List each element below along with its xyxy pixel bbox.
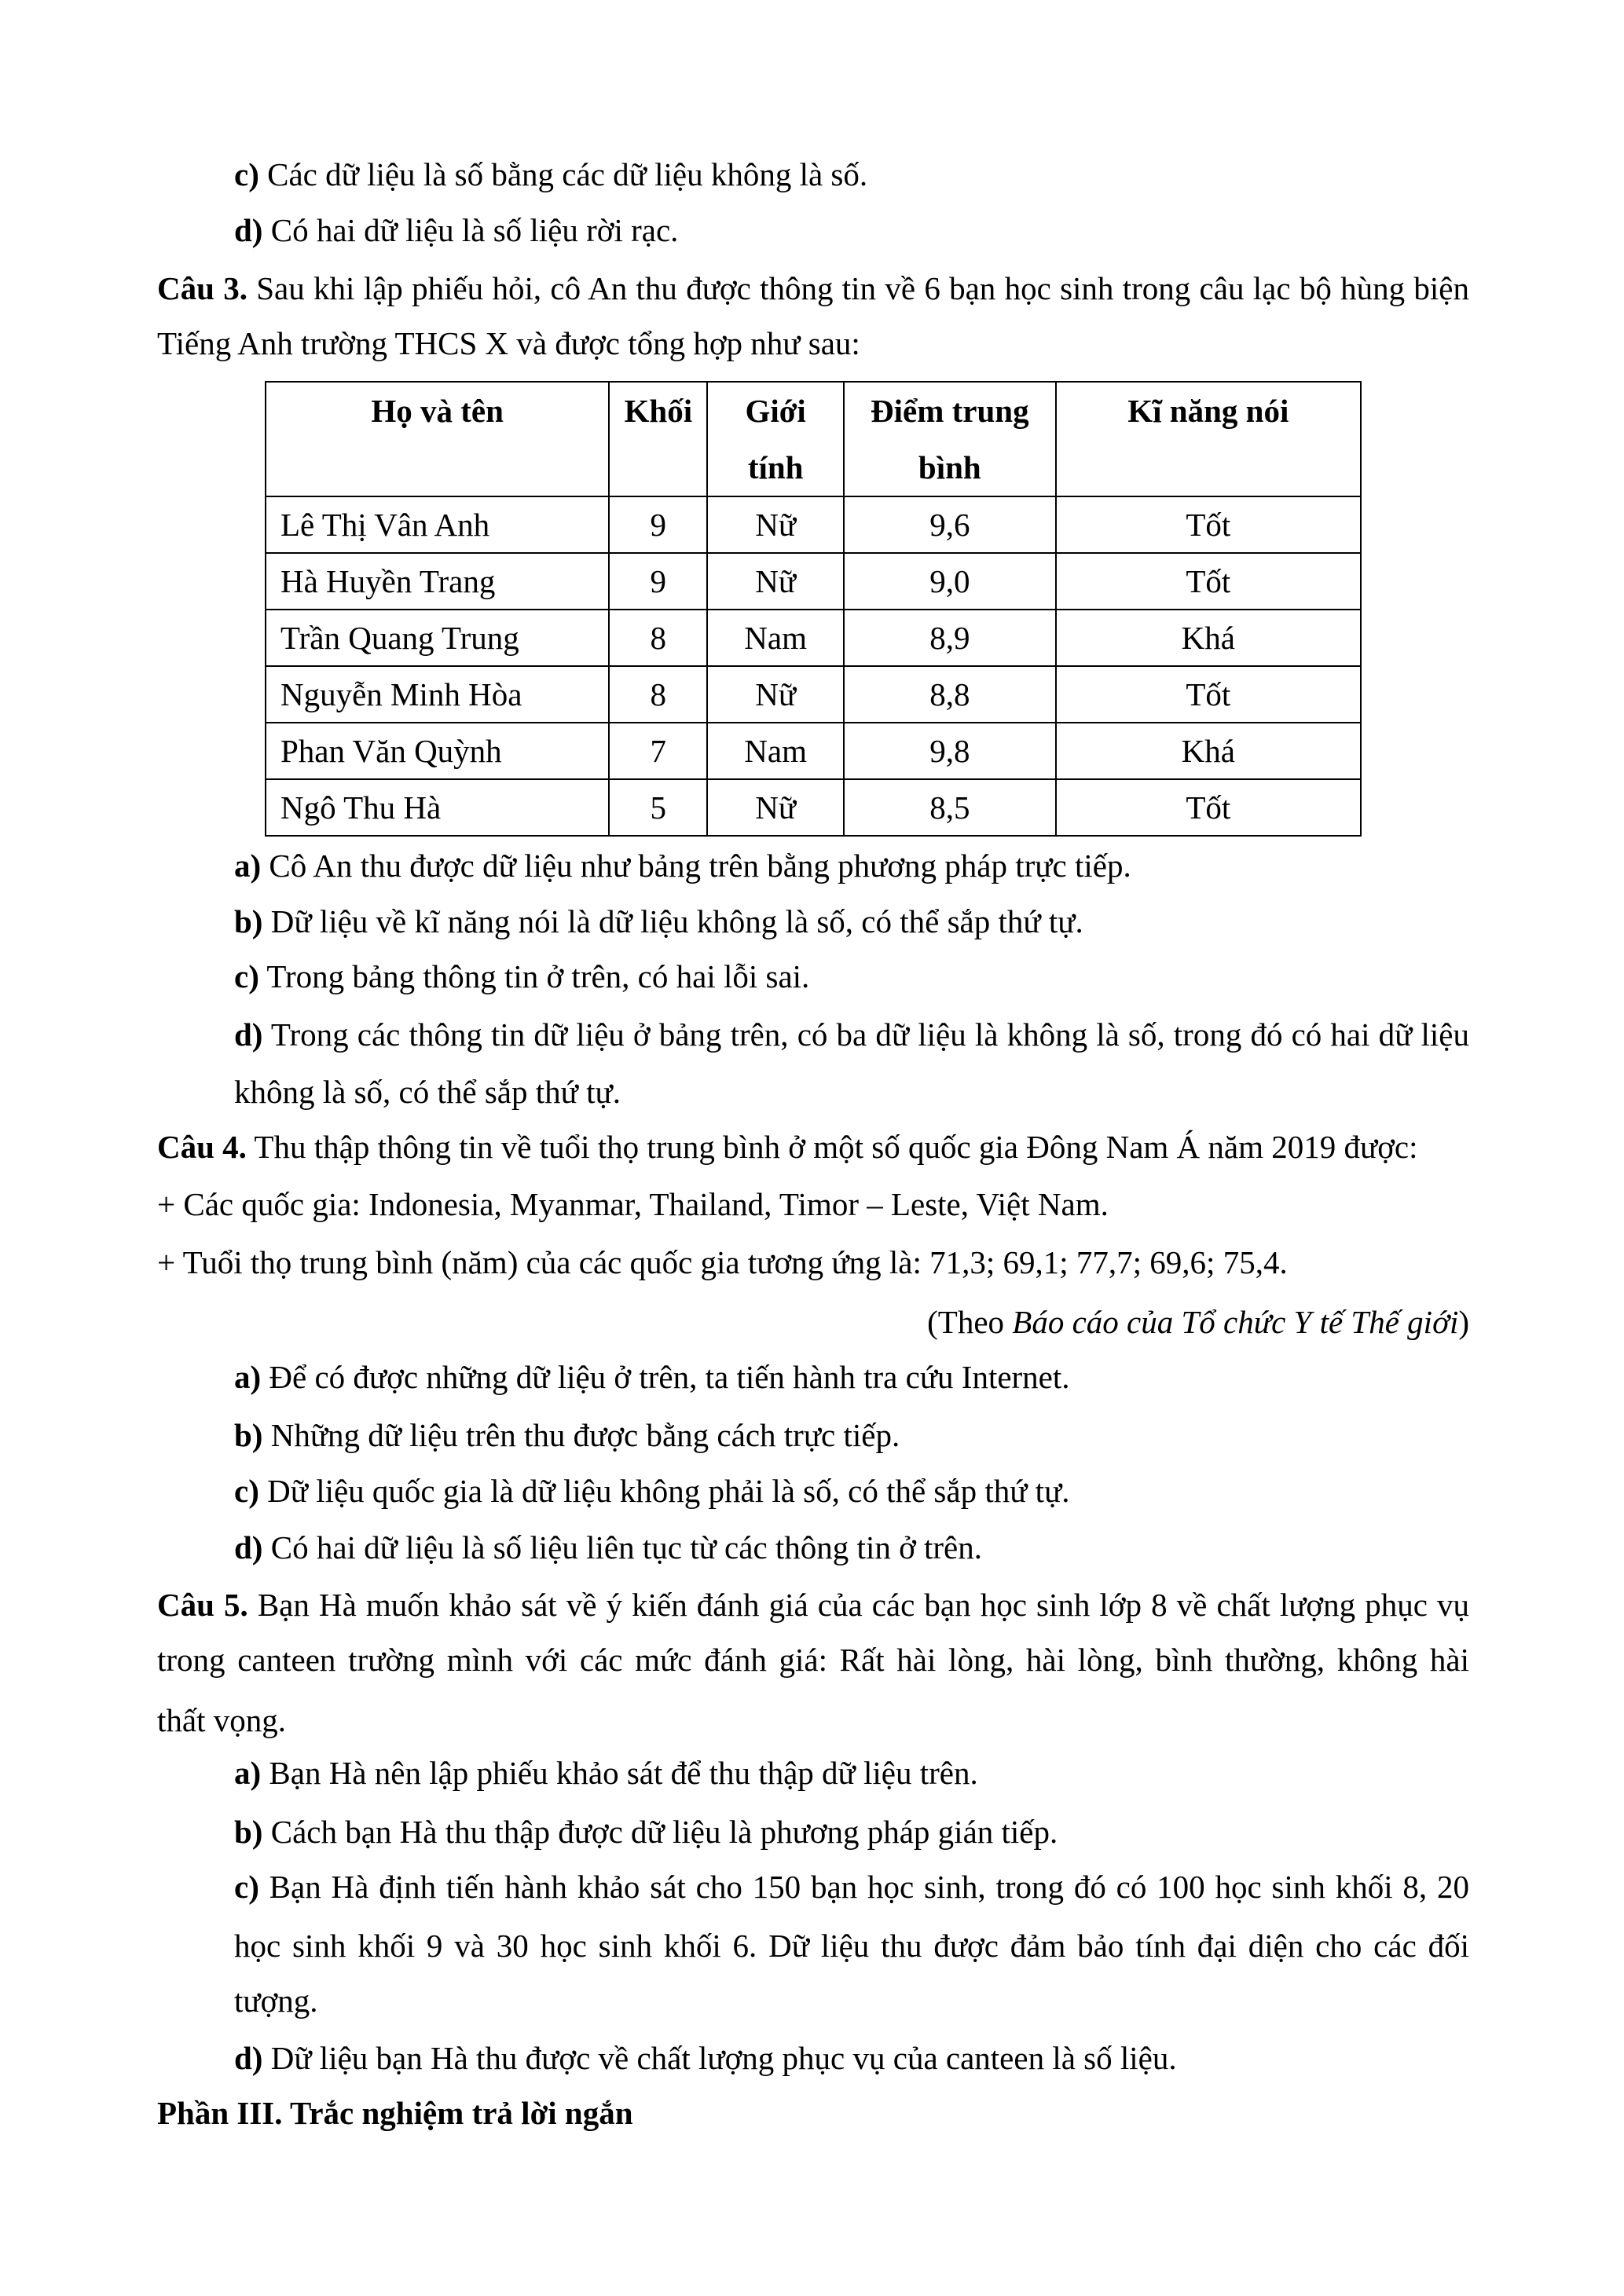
header-grade: Khối xyxy=(609,382,707,496)
option-label: b) xyxy=(234,1417,263,1453)
table-row xyxy=(266,779,1361,836)
question-text: Thu thập thông tin về tuổi thọ trung bình ở một số quốc gia Đông Nam Á năm 2019 được: xyxy=(246,1129,1418,1165)
lifespan-values: 71,3; 69,1; 77,7; 69,6; 75,4. xyxy=(929,1244,1288,1280)
table-row xyxy=(266,666,1361,723)
source-title: Báo cáo của Tổ chức Y tế Thế giới xyxy=(1012,1304,1459,1340)
q5-option-a xyxy=(234,1745,1469,1801)
cell-grade: 8 xyxy=(609,666,707,723)
q4-option-d xyxy=(234,1519,1469,1576)
option-text: Có hai dữ liệu là số liệu rời rạc. xyxy=(262,212,679,248)
question-text: Tiếng Anh trường THCS X và được tổng hợp như sau: xyxy=(157,325,860,361)
cell-name: Ngô Thu Hà xyxy=(266,779,609,836)
q4-option-c xyxy=(234,1463,1469,1519)
source-close: ) xyxy=(1458,1304,1469,1340)
option-label: d) xyxy=(234,1016,263,1053)
option-text: Có hai dữ liệu là số liệu liên tục từ các thông tin ở trên. xyxy=(262,1529,983,1565)
q5-option-c-cont-2 xyxy=(234,1972,1469,2029)
cell-name: Phan Văn Quỳnh xyxy=(266,723,609,779)
cell-grade: 5 xyxy=(609,779,707,836)
q5-option-d xyxy=(234,2030,1469,2086)
cell-gender: Nam xyxy=(707,723,844,779)
option-text: Dữ liệu quốc gia là dữ liệu không phải là số, có thể sắp thứ tự. xyxy=(258,1473,1070,1509)
option-label: c) xyxy=(234,156,259,192)
cell-name: Trần Quang Trung xyxy=(266,610,609,666)
option-label: b) xyxy=(234,903,263,939)
cell-name: Lê Thị Vân Anh xyxy=(266,496,609,553)
q2-option-c xyxy=(234,146,1469,203)
header-average-score: Điểm trung bình xyxy=(844,382,1056,496)
table-row xyxy=(266,723,1361,779)
q4-stem xyxy=(157,1119,1469,1175)
cell-score: 9,6 xyxy=(844,496,1056,553)
question-text: trong canteen trường mình với các mức đánh giá: Rất hài lòng, hài lòng, bình thường, không hài xyxy=(157,1642,1469,1678)
option-label: d) xyxy=(234,212,263,248)
header-gender: Giới tính xyxy=(707,382,844,496)
q3-stem-line-2 xyxy=(157,315,1469,372)
header-speaking-skill: Kĩ năng nói xyxy=(1056,382,1361,496)
option-text: Các dữ liệu là số bằng các dữ liệu không là số. xyxy=(258,156,868,192)
cell-name: Nguyễn Minh Hòa xyxy=(266,666,609,723)
cell-score: 8,8 xyxy=(844,666,1056,723)
question-text: Bạn Hà muốn khảo sát về ý kiến đánh giá của các bạn học sinh lớp 8 về chất lượng phục vụ xyxy=(247,1587,1469,1623)
question-label: Câu 4. xyxy=(157,1129,247,1165)
cell-skill: Khá xyxy=(1056,610,1361,666)
cell-gender: Nữ xyxy=(707,553,844,610)
q3-option-b xyxy=(234,893,1469,950)
q5-stem-line-1 xyxy=(157,1576,1469,1633)
cell-grade: 9 xyxy=(609,496,707,553)
option-label: a) xyxy=(234,848,262,884)
q5-option-b xyxy=(234,1803,1469,1860)
student-table xyxy=(265,381,1362,837)
question-text: Sau khi lập phiếu hỏi, cô An thu được thông tin về 6 bạn học sinh trong câu lạc bộ hùng biện xyxy=(247,270,1469,306)
table-row xyxy=(266,610,1361,666)
q5-stem-line-3 xyxy=(157,1692,1469,1749)
q2-option-d xyxy=(234,202,1469,258)
cell-name: Hà Huyền Trang xyxy=(266,553,609,610)
option-text: Dữ liệu về kĩ năng nói là dữ liệu không là số, có thể sắp thứ tự. xyxy=(262,903,1083,939)
q3-option-a xyxy=(234,837,1469,894)
cell-skill: Tốt xyxy=(1056,553,1361,610)
option-label: b) xyxy=(234,1814,263,1850)
lifespan-prefix: + Tuổi thọ trung bình (năm) của các quốc gia tương ứng là: xyxy=(157,1244,930,1280)
header-name: Họ và tên xyxy=(266,382,609,496)
question-label: Câu 3. xyxy=(157,270,247,306)
q3-stem-line-1 xyxy=(157,260,1469,317)
q3-option-d-cont xyxy=(234,1064,1469,1120)
q4-option-a xyxy=(234,1349,1469,1405)
part3-heading: Phần III. Trắc nghiệm trả lời ngắn xyxy=(157,2095,633,2131)
option-text: Trong các thông tin dữ liệu ở bảng trên, có ba dữ liệu là không là số, trong đó có hai dữ liệu xyxy=(262,1016,1469,1053)
q5-option-c xyxy=(234,1858,1469,1915)
q4-lifespans xyxy=(157,1234,1469,1291)
cell-skill: Khá xyxy=(1056,723,1361,779)
option-text: Bạn Hà nên lập phiếu khảo sát để thu thập dữ liệu trên. xyxy=(261,1755,978,1791)
option-label: c) xyxy=(234,958,259,994)
cell-gender: Nữ xyxy=(707,666,844,723)
cell-grade: 9 xyxy=(609,553,707,610)
table-header-row xyxy=(266,382,1361,496)
option-text: không là số, có thể sắp thứ tự. xyxy=(234,1074,621,1110)
cell-gender: Nữ xyxy=(707,496,844,553)
option-label: d) xyxy=(234,2040,263,2076)
source-open: (Theo xyxy=(927,1304,1013,1340)
cell-gender: Nam xyxy=(707,610,844,666)
option-text: Cách bạn Hà thu thập được dữ liệu là phương pháp gián tiếp. xyxy=(262,1814,1058,1850)
option-text: tượng. xyxy=(234,1983,318,2019)
option-text: Để có được những dữ liệu ở trên, ta tiến hành tra cứu Internet. xyxy=(261,1359,1070,1395)
cell-skill: Tốt xyxy=(1056,779,1361,836)
q3-option-d xyxy=(234,1006,1469,1063)
cell-grade: 7 xyxy=(609,723,707,779)
q4-option-b xyxy=(234,1407,1469,1463)
table-row xyxy=(266,553,1361,610)
cell-score: 8,9 xyxy=(844,610,1056,666)
cell-score: 9,8 xyxy=(844,723,1056,779)
option-text: Những dữ liệu trên thu được bằng cách trực tiếp. xyxy=(262,1417,900,1453)
question-label: Câu 5. xyxy=(157,1587,248,1623)
q3-option-c xyxy=(234,948,1469,1005)
q5-option-c-cont-1 xyxy=(234,1917,1469,1974)
question-text: thất vọng. xyxy=(157,1702,286,1738)
cell-skill: Tốt xyxy=(1056,496,1361,553)
option-label: c) xyxy=(234,1869,259,1905)
cell-score: 8,5 xyxy=(844,779,1056,836)
option-label: a) xyxy=(234,1755,262,1791)
option-text: Cô An thu được dữ liệu như bảng trên bằng phương pháp trực tiếp. xyxy=(261,848,1131,884)
option-text: Bạn Hà định tiến hành khảo sát cho 150 bạn học sinh, trong đó có 100 học sinh khối 8, 20 xyxy=(258,1869,1469,1905)
option-label: c) xyxy=(234,1473,259,1509)
table-row xyxy=(266,496,1361,553)
q4-source xyxy=(157,1294,1469,1350)
option-label: a) xyxy=(234,1359,262,1395)
option-text: Trong bảng thông tin ở trên, có hai lỗi sai. xyxy=(258,958,810,994)
cell-skill: Tốt xyxy=(1056,666,1361,723)
q5-stem-line-2 xyxy=(157,1631,1469,1688)
option-text: học sinh khối 9 và 30 học sinh khối 6. Dữ liệu thu được đảm bảo tính đại diện cho các đối xyxy=(234,1928,1469,1964)
countries-text: + Các quốc gia: Indonesia, Myanmar, Thailand, Timor – Leste, Việt Nam. xyxy=(157,1186,1109,1222)
option-text: Dữ liệu bạn Hà thu được về chất lượng phục vụ của canteen là số liệu. xyxy=(262,2040,1177,2076)
option-label: d) xyxy=(234,1529,263,1565)
cell-gender: Nữ xyxy=(707,779,844,836)
cell-score: 9,0 xyxy=(844,553,1056,610)
q4-countries xyxy=(157,1176,1469,1232)
cell-grade: 8 xyxy=(609,610,707,666)
